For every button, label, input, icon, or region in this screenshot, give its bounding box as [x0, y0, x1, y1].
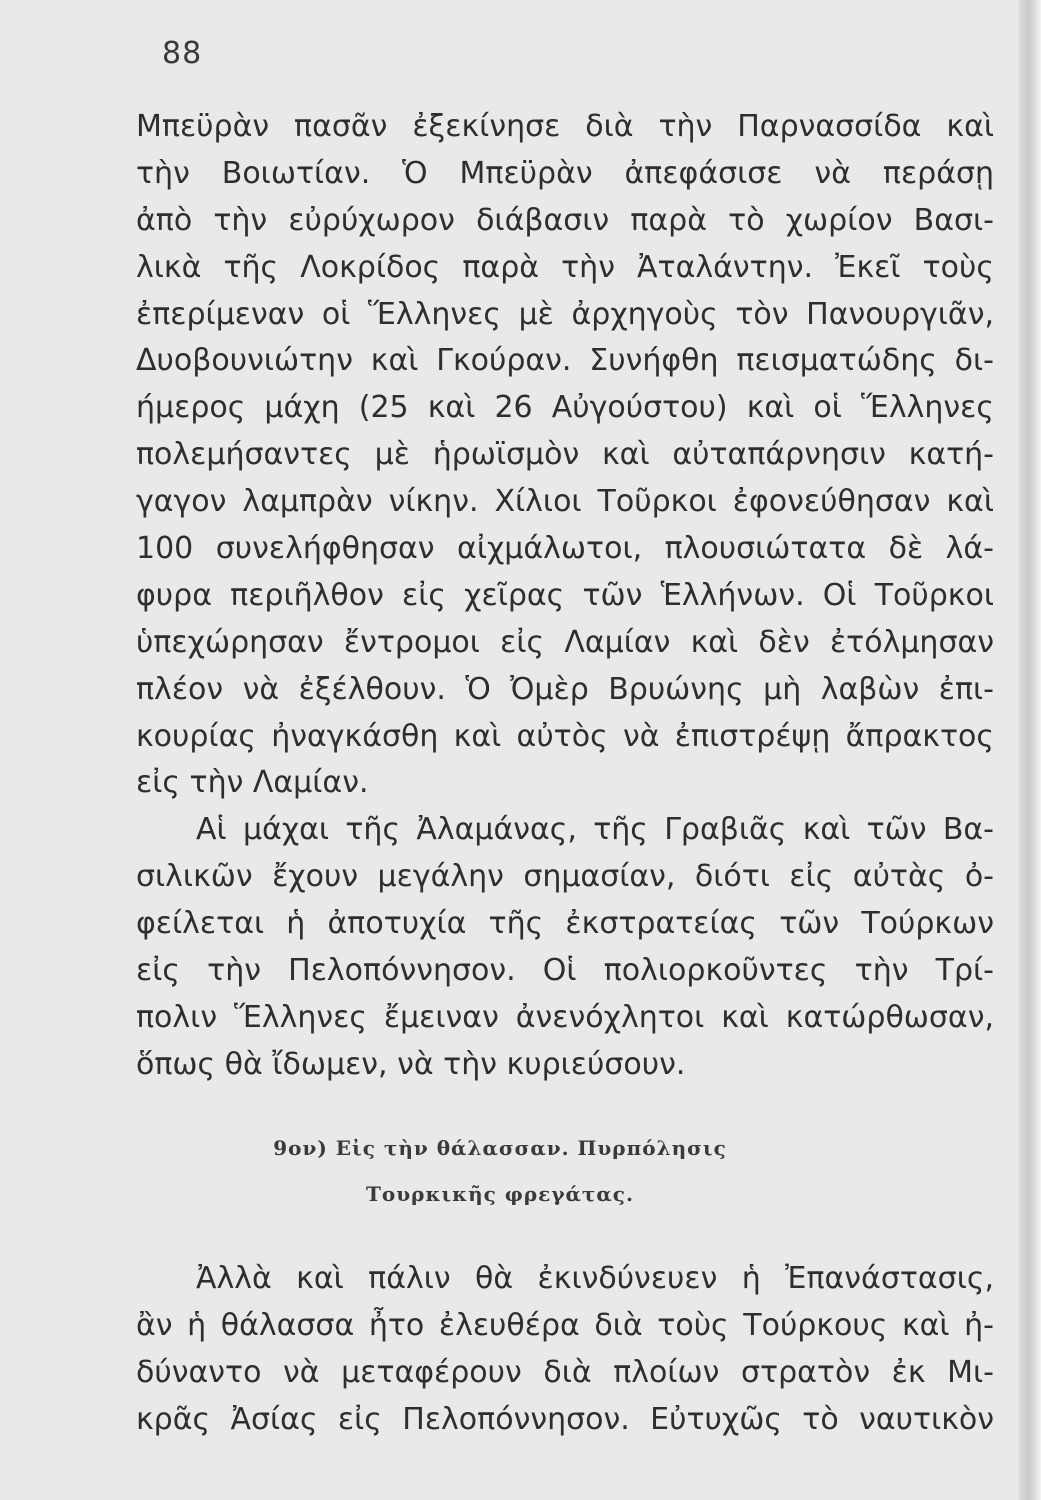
- paragraph-2-line: φείλεται ἡ ἀποτυχία τῆς ἐκστρατείας τῶν Τούρκων: [136, 906, 994, 942]
- main-text-block: [136, 104, 994, 1089]
- paragraph-1-line: ήμερος μάχη (25 καὶ 26 Αὐγούστου) καὶ οἱ Ἕλληνες: [136, 390, 994, 426]
- page-edge: [1019, 0, 1041, 1500]
- paragraph-3-line: δύναντο νὰ μεταφέρουν διὰ πλοίων στρατὸν ἐκ Μι-: [136, 1354, 994, 1390]
- paragraph-1-line: εἰς τὴν Λαμίαν.: [136, 765, 369, 801]
- section-heading-line-2: Τουρκικῆς φρεγάτας.: [366, 1182, 634, 1206]
- paragraph-2-line: σιλικῶν ἔχουν μεγάλην σημασίαν, διότι εἰς αὐτὰς ὀ-: [136, 859, 994, 895]
- paragraph-1-line: κουρίας ἠναγκάσθη καὶ αὐτὸς νὰ ἐπιστρέψῃ ἄπρακτος: [136, 718, 994, 754]
- paragraph-2-line: πολιν Ἕλληνες ἔμειναν ἀνενόχλητοι καὶ κατώρθωσαν,: [136, 999, 994, 1035]
- page-number: 88: [162, 36, 203, 71]
- paragraph-1-line: λικὰ τῆς Λοκρίδος παρὰ τὴν Ἀταλάντην. Ἐκεῖ τοὺς: [136, 249, 994, 285]
- paragraph-1-line: ὑπεχώρησαν ἔντρομοι εἰς Λαμίαν καὶ δὲν ἐτόλμησαν: [136, 624, 994, 660]
- paragraph-1-line: φυρα περιῆλθον εἰς χεῖρας τῶν Ἑλλήνων. Οἱ Τοῦρκοι: [136, 577, 994, 613]
- paragraph-1-line: ἐπερίμεναν οἱ Ἕλληνες μὲ ἀρχηγοὺς τὸν Πανουργιᾶν,: [136, 296, 994, 332]
- paragraph-1-line: 100 συνελήφθησαν αἰχμάλωτοι, πλουσιώτατα δὲ λά-: [136, 531, 994, 567]
- second-text-block: [136, 1256, 994, 1444]
- paragraph-1-line: τὴν Βοιωτίαν. Ὁ Μπεϋρὰν ἀπεφάσισε νὰ περάσῃ: [136, 155, 994, 191]
- paragraph-1-line: Δυοβουνιώτην καὶ Γκούραν. Συνήφθη πεισματώδης δι-: [136, 343, 994, 379]
- paragraph-2-line: Αἱ μάχαι τῆς Ἀλαμάνας, τῆς Γραβιᾶς καὶ τῶν Βα-: [196, 812, 994, 848]
- paragraph-1-line: πλέον νὰ ἐξέλθουν. Ὁ Ὀμὲρ Βρυώνης μὴ λαβὼν ἐπι-: [136, 671, 994, 707]
- paragraph-2-line: εἰς τὴν Πελοπόννησον. Οἱ πολιορκοῦντες τὴν Τρί-: [136, 953, 994, 989]
- paragraph-3-line: κρᾶς Ἀσίας εἰς Πελοπόννησον. Εὐτυχῶς τὸ ναυτικὸν: [136, 1401, 994, 1437]
- paragraph-1-line: γαγον λαμπρὰν νίκην. Χίλιοι Τοῦρκοι ἐφονεύθησαν καὶ: [136, 484, 994, 520]
- paragraph-1-line: ἀπὸ τὴν εὐρύχωρον διάβασιν παρὰ τὸ χωρίον Βασι-: [136, 202, 994, 238]
- paragraph-3-line: ἂν ἡ θάλασσα ἦτο ἐλευθέρα διὰ τοὺς Τούρκους καὶ ἠ-: [136, 1307, 994, 1343]
- paragraph-1-line: Μπεϋρὰν πασᾶν ἐξεκίνησε διὰ τὴν Παρνασσίδα καὶ: [136, 109, 994, 144]
- paragraph-2-line: ὅπως θὰ ἴδωμεν, νὰ τὴν κυριεύσουν.: [136, 1046, 686, 1082]
- paragraph-1-line: πολεμήσαντες μὲ ἡρωϊσμὸν καὶ αὐταπάρνησιν κατή-: [136, 437, 994, 473]
- section-heading-line-1: 9ον) Εἰς τὴν θάλασσαν. Πυρπόλησις: [273, 1136, 727, 1160]
- paragraph-3-line: Ἀλλὰ καὶ πάλιν θὰ ἐκινδύνευεν ἡ Ἐπανάστασις,: [196, 1261, 994, 1296]
